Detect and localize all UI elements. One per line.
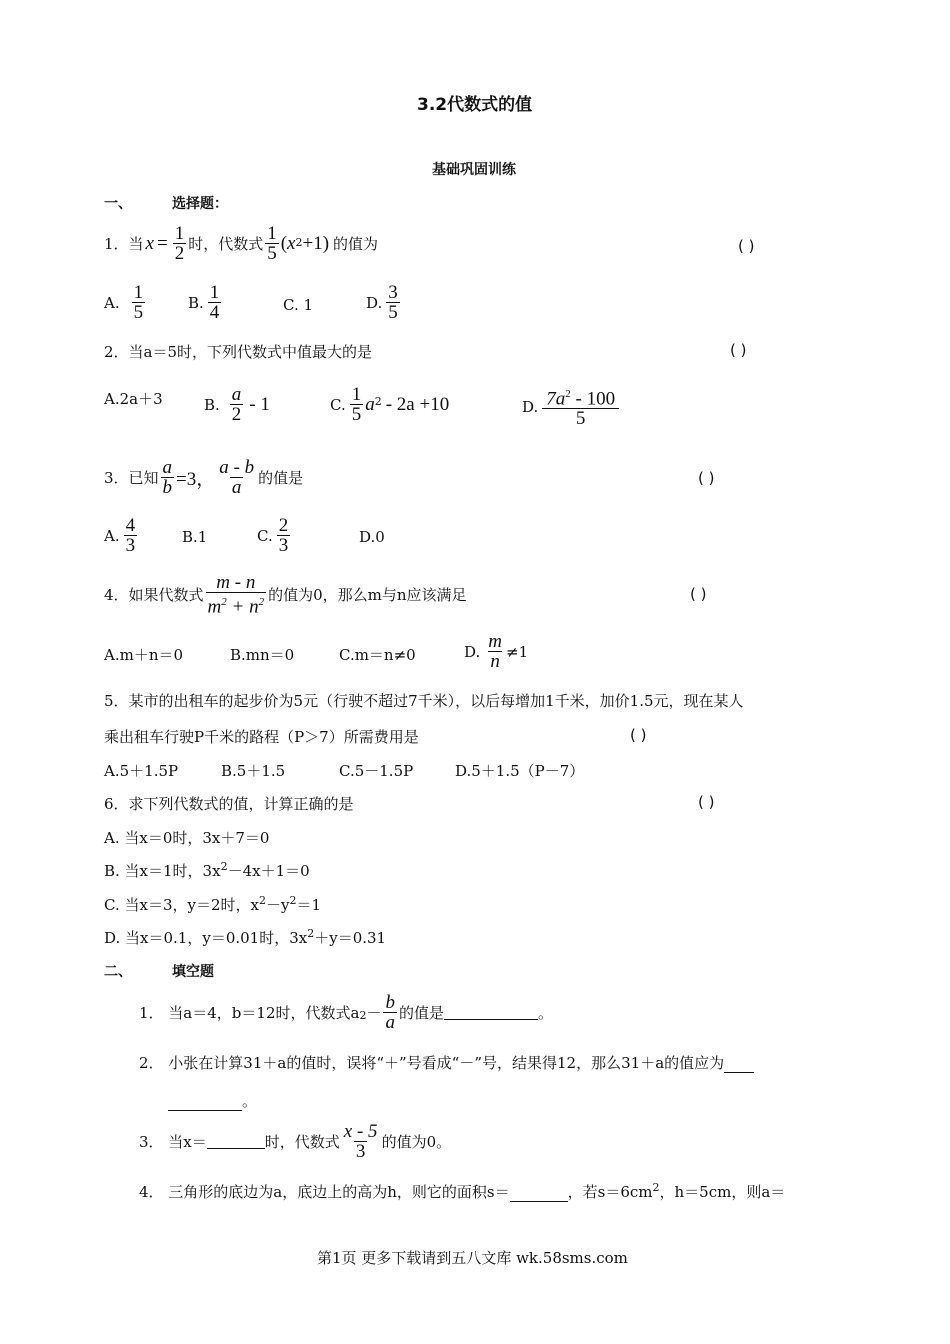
page-title: 3.2代数式的值 [417,95,533,115]
q4-option-a: A.m＋n＝0 [104,646,184,664]
section1-label: 选择题： [172,196,228,212]
q1-option-d [366,283,402,322]
question-3 [104,458,303,497]
q1-expr-sup: 2 [295,236,303,249]
q4-answer-paren: ( ) [690,585,707,603]
q5-option-a: A.5＋1.5P [104,762,179,780]
q6-option-b [104,860,310,881]
q1-option-b [188,283,223,322]
q3-option-a [104,516,139,555]
q2-optd-num1: 7a [546,388,566,410]
q1-expr-open: ( [280,232,288,254]
q3-prefix: 3．已知 [104,469,159,487]
q1-expr-x: x [287,232,296,254]
f4-mid: ，若s＝6cm [567,1183,653,1201]
q4-den-sup1: 2 [221,596,227,608]
f3-fraction: $\frac{x - 5}{3}$ [343,1121,378,1162]
q2-option-c [330,385,449,424]
fill-question-3 [139,1122,451,1161]
q3-opta-label: A. [104,526,120,545]
q6-optc-post: ＝1 [296,896,321,914]
page-footer: 第1页 更多下载请到五八文库 wk.58sms.com [317,1249,628,1267]
q3-option-b: B.1 [182,528,208,546]
q3-option-c [257,516,292,555]
q6-option-d [104,927,386,948]
q6-optc-pre: C. 当x＝3，y＝2时，x [104,896,259,914]
q6-optc-sup1: 2 [258,894,266,907]
q4-den-sup2: 2 [258,596,265,608]
question-2: 2．当a＝5时，下列代数式中值最大的是 [104,343,373,361]
q3-answer-paren: ( ) [698,469,715,487]
question-6: 6．求下列代数式的值，计算正确的是 [104,795,354,813]
f4-post: ，h＝5cm，则a＝ [659,1183,786,1201]
q6-optd-sup: 2 [307,927,315,940]
q6-optb-pre: B. 当x＝1时，3x [104,862,221,880]
f1-sup: 2 [359,1009,367,1022]
fill-question-1 [139,993,553,1032]
q1-expr-rest: +1) [302,232,330,254]
q2-optc-label: C. [330,395,346,414]
q2-option-d [522,385,619,428]
q2-optc-sup: 2 [374,395,382,408]
f1-post: 的值是 [398,1004,444,1022]
q4-prefix: 4．如果代数式 [104,586,204,605]
q1-option-a [104,283,147,322]
q5-answer-paren: ( ) [630,726,647,744]
f1-end: 。 [537,1004,553,1022]
question-5-line2: 乘出租车行驶P千米的路程（P＞7）所需费用是 [104,728,419,746]
q6-optc-sup2: 2 [289,894,297,907]
q2-optd-label: D. [522,397,539,416]
q2-optd-sup: 2 [565,388,571,400]
q4-optd-fraction: $\frac{m}{n}$ [488,631,502,672]
q6-optc-mid: －y [265,896,290,914]
q4-option-b: B.mn＝0 [230,646,295,664]
q6-answer-paren: ( ) [698,793,715,811]
q5-option-d: D.5＋1.5（P－7） [455,762,585,780]
q1-optd-fraction: $\frac{3}{5}$ [388,282,398,323]
section1-number: 一、 [104,196,132,212]
q2-optc-rest: - 2a +10 [385,393,450,415]
fill-question-4 [139,1181,785,1202]
q1-option-c: C. 1 [283,296,314,314]
q1-optb-fraction: $\frac{1}{4}$ [209,282,220,323]
q2-optc-a: a [365,393,375,415]
q5-option-c: C.5－1.5P [339,762,414,780]
fill-question-2-line2 [168,1090,257,1111]
q4-fraction: $\frac{m - n}{m^2 + n^2}$ [207,572,265,618]
f1-answer-blank[interactable] [444,1005,538,1020]
question-1 [104,224,378,263]
f3-answer-blank[interactable] [207,1134,265,1149]
q4-den-m: m [207,596,222,618]
q3-fraction-ab: $\frac{a}{b}$ [162,457,173,498]
q3-option-d: D.0 [359,528,385,546]
q4-option-c: C.m＝n≠0 [339,646,416,664]
q1-optb-label: B. [188,293,204,312]
q4-optd-label: D. [464,642,481,661]
f4-pre: 4． 三角形的底边为a，底边上的高为h，则它的面积s＝ [139,1183,510,1201]
f4-sup: 2 [652,1181,660,1194]
q3-opta-fraction: $\frac{4}{3}$ [125,515,136,556]
q3-eq: =3， [176,469,216,490]
q6-optb-post: －4x＋1＝0 [227,862,310,880]
f3-pre: 3． 当x＝ [139,1133,207,1151]
q1-eq: = [156,232,168,254]
q1-fraction-fifth: $\frac{1}{5}$ [267,223,277,264]
q2-optb-label: B. [204,395,220,414]
f1-fraction: $\frac{b}{a}$ [385,992,395,1033]
q2-optb-rest: - 1 [249,393,270,415]
section-subtitle: 基础巩固训练 [432,162,516,178]
q4-option-d [464,632,528,671]
q1-answer-paren: ( ) [738,237,755,255]
f1-pre: 1． 当a＝4，b＝12时，代数式a [139,1004,360,1022]
f2-answer-blank-b[interactable] [168,1096,242,1111]
section2-number: 二、 [104,964,132,980]
f3-mid: 时，代数式 [264,1133,340,1151]
q1-fraction-half: $\frac{1}{2}$ [174,223,185,264]
q1-opta-fraction: $\frac{1}{5}$ [133,282,144,323]
f4-answer-blank[interactable] [510,1187,568,1202]
q6-option-a: A. 当x＝0时，3x＋7＝0 [104,829,270,847]
q3-optc-label: C. [257,526,273,545]
q4-suffix: 的值为0，那么m与n应该满足 [268,586,467,605]
q6-option-c [104,894,321,915]
q3-optc-fraction: $\frac{2}{3}$ [278,515,289,556]
f1-minus: － [366,1004,382,1022]
section2-label: 填空题 [172,964,214,980]
q4-optd-rest: ≠1 [506,642,529,661]
q6-optd-post: ＋y＝0.31 [314,929,387,947]
f3-post: 的值为0。 [381,1133,452,1151]
q6-optb-sup: 2 [220,860,228,873]
q1-mid: 时，代数式 [188,235,264,253]
question-5-line1: 5．某市的出租车的起步价为5元（行驶不超过7千米），以后每增加1千米，加价1.5元，现在某人 [104,692,744,710]
q3-fraction-amb: $\frac{a - b}{a}$ [219,457,255,498]
q1-prefix: 1．当 [104,235,144,253]
q2-option-b [204,385,270,424]
f2-end: 。 [242,1092,258,1110]
q1-suffix: 的值为 [333,235,379,253]
q1-opta-label: A. [104,293,120,312]
q2-answer-paren: ( ) [730,341,747,359]
fill-question-2-line1 [139,1052,754,1073]
q2-optd-fraction: $\frac{7a^2 - 100}{5}$ [544,385,617,428]
f2-line1: 2． 小张在计算31＋a的值时，误将“＋”号看成“－”号，结果得12，那么31＋a的值应为 [139,1054,725,1072]
q2-optb-fraction: $\frac{a}{2}$ [231,384,242,425]
q2-optc-fraction: $\frac{1}{5}$ [351,384,362,425]
q1-var: x [145,232,154,254]
q6-optd-pre: D. 当x＝0.1，y＝0.01时，3x [104,929,308,947]
q1-optd-label: D. [366,293,383,312]
f2-answer-blank-a[interactable] [724,1058,754,1073]
q2-option-a: A.2a＋3 [104,390,163,408]
q2-optd-num2: - 100 [575,388,616,410]
q3-suffix: 的值是 [258,469,304,487]
question-4 [104,573,467,616]
q5-option-b: B.5＋1.5 [221,762,286,780]
q4-den-mid: + n [226,596,259,618]
